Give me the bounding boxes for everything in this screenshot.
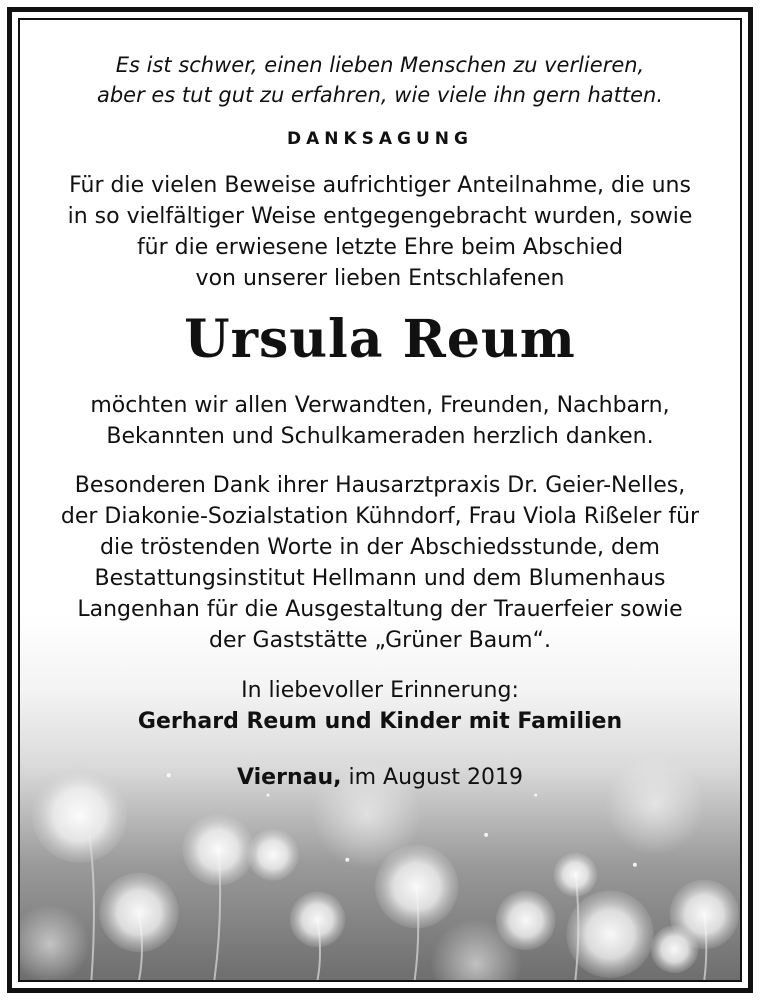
thanks-line: möchten wir allen Verwandten, Freunden, Nachbarn,: [90, 393, 670, 418]
date: im August 2019: [348, 765, 523, 790]
remembrance-block: [20, 675, 740, 737]
deceased-name: Ursula Reum: [184, 309, 576, 370]
intro-line: in so vielfältiger Weise entgegengebracht wurden, sowie: [67, 204, 693, 229]
special-thanks-paragraph: [20, 470, 740, 656]
thanks-paragraph: [20, 390, 740, 452]
heading-danksagung: DANKSAGUNG: [286, 129, 473, 149]
notice-card: [18, 18, 742, 982]
intro-line: von unserer lieben Entschlafenen: [195, 266, 565, 291]
special-thanks-line: Bestattungsinstitut Hellmann und dem Blumenhaus: [94, 566, 666, 591]
intro-line: Für die vielen Beweise aufrichtiger Anteilnahme, die uns: [69, 173, 691, 198]
thanks-line: Bekannten und Schulkameraden herzlich danken.: [106, 424, 654, 449]
signers: Gerhard Reum und Kinder mit Familien: [137, 709, 623, 734]
special-thanks-line: der Diakonie-Sozialstation Kühndorf, Frau Viola Rißeler für: [60, 504, 700, 529]
remembrance-label: In liebevoller Erinnerung:: [241, 678, 519, 703]
intro-line: für die erwiesene letzte Ehre beim Abschied: [136, 235, 624, 260]
motto-line: aber es tut gut zu erfahren, wie viele ihn gern hatten.: [96, 83, 664, 107]
motto-quote: [20, 50, 740, 110]
special-thanks-line: Langenhan für die Ausgestaltung der Trauerfeier sowie: [77, 597, 683, 622]
special-thanks-line: Besonderen Dank ihrer Hausarztpraxis Dr. Geier-Nelles,: [74, 473, 686, 498]
special-thanks-line: die tröstenden Worte in der Abschiedsstunde, dem: [100, 535, 660, 560]
notice-text: [20, 20, 740, 793]
place: Viernau,: [237, 765, 342, 790]
outer-frame: [7, 7, 753, 993]
intro-paragraph: [20, 170, 740, 294]
dateline: [20, 762, 740, 793]
motto-line: Es ist schwer, einen lieben Menschen zu verlieren,: [115, 53, 645, 77]
special-thanks-line: der Gaststätte „Grüner Baum“.: [208, 628, 551, 653]
